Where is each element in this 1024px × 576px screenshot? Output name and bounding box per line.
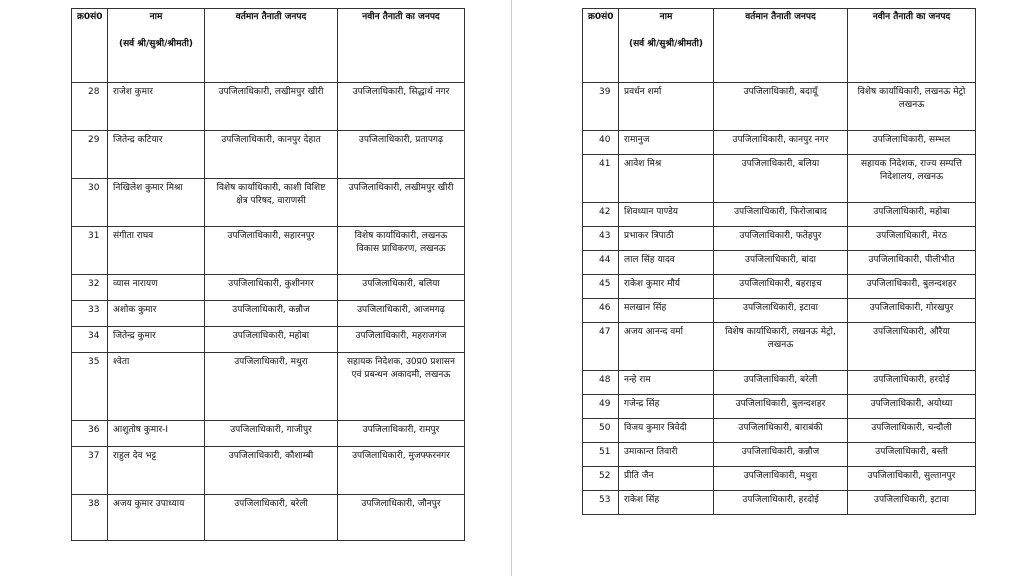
table-row [583, 419, 976, 443]
cell-serial: 32 [72, 275, 108, 301]
table-row [72, 275, 465, 301]
cell-new-posting: उपजिलाधिकारी, हरदोई [848, 371, 976, 395]
cell-new-posting: उपजिलाधिकारी, मुजफ्फरनगर [338, 447, 465, 495]
right-page [582, 8, 975, 515]
cell-name: राकेश सिंह [619, 491, 714, 515]
cell-current-posting: उपजिलाधिकारी, बहराइच [714, 275, 848, 299]
right-transfer-table [582, 8, 976, 515]
cell-serial: 40 [583, 131, 619, 155]
header-name-sub: (सर्व श्री/सुश्री/श्रीमती) [628, 39, 704, 49]
cell-new-posting: उपजिलाधिकारी, जौनपुर [338, 495, 465, 541]
cell-name: राकेश कुमार मौर्य [619, 275, 714, 299]
cell-serial: 33 [72, 301, 108, 327]
right-table-body [583, 83, 976, 515]
cell-new-posting: विशेष कार्याधिकारी, लखनऊ विकास प्राधिकरण, लखनऊ [338, 227, 465, 275]
cell-serial: 38 [72, 495, 108, 541]
cell-current-posting: उपजिलाधिकारी, बरेली [205, 495, 338, 541]
header-current-posting: वर्तमान तैनाती जनपद [205, 9, 338, 83]
cell-serial: 37 [72, 447, 108, 495]
cell-current-posting: उपजिलाधिकारी, मथुरा [205, 353, 338, 421]
header-new-posting: नवीन तैनाती का जनपद [338, 9, 465, 83]
header-current-posting: वर्तमान तैनाती जनपद [714, 9, 848, 83]
cell-current-posting: उपजिलाधिकारी, लखीमपुर खीरी [205, 83, 338, 131]
cell-current-posting: उपजिलाधिकारी, हरदोई [714, 491, 848, 515]
cell-new-posting: उपजिलाधिकारी, मेरठ [848, 227, 976, 251]
cell-name: मलखान सिंह [619, 299, 714, 323]
cell-new-posting: उपजिलाधिकारी, औरैया [848, 323, 976, 371]
cell-serial: 47 [583, 323, 619, 371]
cell-current-posting: उपजिलाधिकारी, बांदा [714, 251, 848, 275]
cell-new-posting: सहायक निदेशक, राज्य सम्पत्ति निदेशालय, लखनऊ [848, 155, 976, 203]
header-serial: क्र0सं0 [583, 9, 619, 83]
cell-serial: 31 [72, 227, 108, 275]
cell-new-posting: उपजिलाधिकारी, सुल्तानपुर [848, 467, 976, 491]
table-row [72, 421, 465, 447]
cell-new-posting: उपजिलाधिकारी, बस्ती [848, 443, 976, 467]
table-row [583, 83, 976, 131]
table-row [72, 327, 465, 353]
cell-current-posting: उपजिलाधिकारी, कन्नौज [714, 443, 848, 467]
table-row [583, 131, 976, 155]
header-name [619, 9, 714, 83]
table-row [72, 301, 465, 327]
cell-new-posting: उपजिलाधिकारी, पीलीभीत [848, 251, 976, 275]
cell-name: संगीता राघव [108, 227, 205, 275]
cell-name: उमाकान्त तिवारी [619, 443, 714, 467]
cell-new-posting: उपजिलाधिकारी, महराजगंज [338, 327, 465, 353]
cell-new-posting: उपजिलाधिकारी, आजमगढ़ [338, 301, 465, 327]
cell-current-posting: विशेष कार्याधिकारी, लखनऊ मेट्रो, लखनऊ [714, 323, 848, 371]
table-row [583, 203, 976, 227]
cell-current-posting: उपजिलाधिकारी, कानपुर नगर [714, 131, 848, 155]
cell-name: नन्हे राम [619, 371, 714, 395]
cell-current-posting: उपजिलाधिकारी, फिरोजाबाद [714, 203, 848, 227]
table-header-row [72, 9, 465, 83]
cell-name: जितेन्द्र कटियार [108, 131, 205, 179]
cell-current-posting: उपजिलाधिकारी, कानपुर देहात [205, 131, 338, 179]
cell-name: जितेन्द्र कुमार [108, 327, 205, 353]
cell-name: राजेश कुमार [108, 83, 205, 131]
cell-serial: 51 [583, 443, 619, 467]
cell-name: अजय आनन्द वर्मा [619, 323, 714, 371]
table-row [72, 447, 465, 495]
cell-current-posting: उपजिलाधिकारी, महोबा [205, 327, 338, 353]
table-row [583, 443, 976, 467]
cell-new-posting: उपजिलाधिकारी, सिद्धार्थ नगर [338, 83, 465, 131]
cell-current-posting: उपजिलाधिकारी, सहारनपुर [205, 227, 338, 275]
header-name-label: नाम [149, 12, 163, 22]
cell-serial: 41 [583, 155, 619, 203]
cell-name: लाल सिंह यादव [619, 251, 714, 275]
table-row [72, 179, 465, 227]
header-new-posting: नवीन तैनाती का जनपद [848, 9, 976, 83]
cell-serial: 44 [583, 251, 619, 275]
page-divider [511, 0, 512, 576]
header-name-sub: (सर्व श्री/सुश्री/श्रीमती) [118, 39, 194, 49]
cell-name: प्रवर्धन शर्मा [619, 83, 714, 131]
cell-serial: 36 [72, 421, 108, 447]
left-page [71, 8, 464, 541]
cell-serial: 53 [583, 491, 619, 515]
cell-new-posting: उपजिलाधिकारी, बुलन्दशहर [848, 275, 976, 299]
cell-name: प्रभाकर त्रिपाठी [619, 227, 714, 251]
cell-current-posting: उपजिलाधिकारी, गाजीपुर [205, 421, 338, 447]
cell-new-posting: उपजिलाधिकारी, गोरखपुर [848, 299, 976, 323]
cell-name: श्वेता [108, 353, 205, 421]
cell-new-posting: उपजिलाधिकारी, रामपुर [338, 421, 465, 447]
cell-name: निखिलेश कुमार मिश्रा [108, 179, 205, 227]
cell-current-posting: विशेष कार्याधिकारी, काशी विशिष्ट क्षेत्र परिषद, वाराणसी [205, 179, 338, 227]
cell-name: अशोक कुमार [108, 301, 205, 327]
cell-current-posting: उपजिलाधिकारी, कन्नौज [205, 301, 338, 327]
cell-current-posting: उपजिलाधिकारी, मथुरा [714, 467, 848, 491]
cell-new-posting: विशेष कार्याधिकारी, लखनऊ मेट्रो लखनऊ [848, 83, 976, 131]
cell-serial: 28 [72, 83, 108, 131]
cell-serial: 43 [583, 227, 619, 251]
cell-serial: 50 [583, 419, 619, 443]
cell-serial: 30 [72, 179, 108, 227]
cell-name: आवेश मिश्र [619, 155, 714, 203]
table-row [583, 323, 976, 371]
cell-name: शिवध्यान पाण्डेय [619, 203, 714, 227]
table-row [583, 275, 976, 299]
cell-serial: 46 [583, 299, 619, 323]
table-row [583, 491, 976, 515]
cell-current-posting: उपजिलाधिकारी, फतेहपुर [714, 227, 848, 251]
table-row [72, 353, 465, 421]
cell-current-posting: उपजिलाधिकारी, बदायूँ [714, 83, 848, 131]
cell-serial: 29 [72, 131, 108, 179]
table-row [583, 251, 976, 275]
cell-current-posting: उपजिलाधिकारी, बाराबंकी [714, 419, 848, 443]
cell-new-posting: उपजिलाधिकारी, प्रतापगढ़ [338, 131, 465, 179]
cell-new-posting: उपजिलाधिकारी, चन्दौली [848, 419, 976, 443]
cell-name: गजेन्द्र सिंह [619, 395, 714, 419]
cell-current-posting: उपजिलाधिकारी, बलिया [714, 155, 848, 203]
cell-name: विजय कुमार त्रिवेदी [619, 419, 714, 443]
cell-current-posting: उपजिलाधिकारी, कौशाम्बी [205, 447, 338, 495]
header-name [108, 9, 205, 83]
cell-name: अजय कुमार उपाध्याय [108, 495, 205, 541]
cell-serial: 49 [583, 395, 619, 419]
cell-current-posting: उपजिलाधिकारी, बुलन्दशहर [714, 395, 848, 419]
cell-new-posting: उपजिलाधिकारी, अयोध्या [848, 395, 976, 419]
table-header-row [583, 9, 976, 83]
table-row [72, 227, 465, 275]
table-row [583, 299, 976, 323]
cell-new-posting: उपजिलाधिकारी, बलिया [338, 275, 465, 301]
left-transfer-table [71, 8, 465, 541]
cell-name: व्यास नारायण [108, 275, 205, 301]
table-row [583, 227, 976, 251]
cell-serial: 35 [72, 353, 108, 421]
cell-serial: 42 [583, 203, 619, 227]
header-name-label: नाम [659, 12, 673, 22]
cell-new-posting: उपजिलाधिकारी, महोबा [848, 203, 976, 227]
table-row [72, 495, 465, 541]
cell-new-posting: सहायक निदेशक, उ0प्र0 प्रशासन एवं प्रबन्धन अकादमी, लखनऊ [338, 353, 465, 421]
header-serial: क्र0सं0 [72, 9, 108, 83]
cell-serial: 48 [583, 371, 619, 395]
cell-name: प्रीति जैन [619, 467, 714, 491]
cell-current-posting: उपजिलाधिकारी, कुशीनगर [205, 275, 338, 301]
cell-serial: 39 [583, 83, 619, 131]
table-row [72, 83, 465, 131]
table-row [583, 467, 976, 491]
cell-new-posting: उपजिलाधिकारी, सम्भल [848, 131, 976, 155]
cell-new-posting: उपजिलाधिकारी, इटावा [848, 491, 976, 515]
cell-serial: 52 [583, 467, 619, 491]
cell-serial: 45 [583, 275, 619, 299]
table-row [72, 131, 465, 179]
cell-serial: 34 [72, 327, 108, 353]
cell-current-posting: उपजिलाधिकारी, इटावा [714, 299, 848, 323]
cell-name: राहुल देव भट्ट [108, 447, 205, 495]
cell-current-posting: उपजिलाधिकारी, बरेली [714, 371, 848, 395]
left-table-body [72, 83, 465, 541]
table-row [583, 155, 976, 203]
cell-name: रामानुज [619, 131, 714, 155]
table-row [583, 371, 976, 395]
cell-new-posting: उपजिलाधिकारी, लखीमपुर खीरी [338, 179, 465, 227]
cell-name: आशुतोष कुमार-I [108, 421, 205, 447]
table-row [583, 395, 976, 419]
